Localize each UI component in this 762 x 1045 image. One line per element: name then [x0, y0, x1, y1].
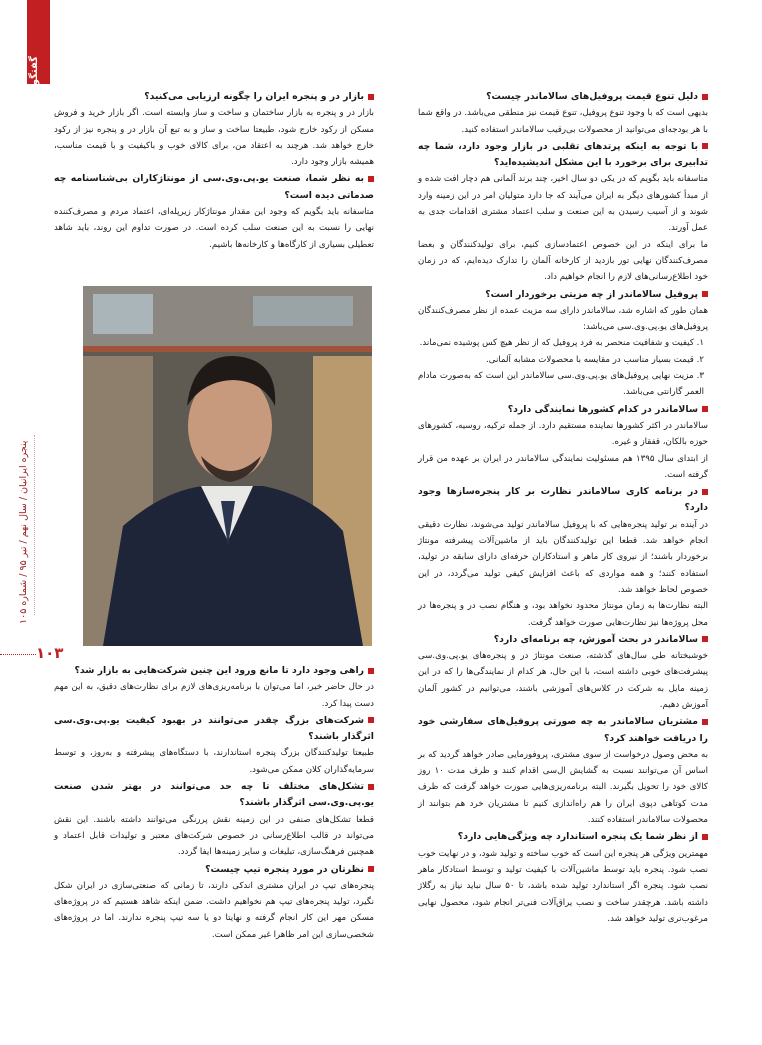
question: نظرتان در مورد پنجره تیپ چیست؟ — [54, 862, 374, 878]
question: دلیل تنوع قیمت پروفیل‌های سالاماندر چیست؟ — [418, 89, 708, 105]
question: تشکل‌های مختلف تا چه حد می‌توانند در بهتر شدن صنعت یو.پی.وی.سی اثرگذار باشند؟ — [54, 779, 374, 812]
answer-paragraph: ما برای اینکه در این خصوص اعتمادسازی کنیم، برای تولیدکنندگان و بعضا مصرف‌کنندگان نهایی تور بازدید از کارخانه آلمان را تدارک دیده‌ایم، که در زمان خود اطلاع‌رسانی‌های لازم را انجام خواهیم داد. — [418, 239, 708, 283]
answer-paragraph: متاسفانه باید بگویم که در یکی دو سال اخیر، چند برند آلمانی هم دچار افت شده و از مبدأ کشورهای دیگر به ایران می‌آیند که جا دارد متولیان امر در این زمینه وارد شوند و از آسیب رسیدن به این صنعت و سلب اعتماد مشتری اقدامات جدی به عمل آورند. — [418, 174, 708, 234]
question: در برنامه کاری سالاماندر نظارت بر کار پنجره‌سازها وجود دارد؟ — [418, 484, 708, 517]
section-tab — [27, 0, 50, 84]
question: پروفیل سالاماندر از چه مزیتی برخوردار است؟ — [418, 287, 708, 303]
question: بازار در و پنجره ایران را چگونه ارزیابی می‌کنید؟ — [54, 89, 374, 105]
issue-banner: پنجره ایرانیان / سال نهم / تیر ۹۵ / شماره ۱۰۵ — [18, 440, 29, 624]
left-column-top — [54, 88, 374, 253]
answer-paragraph: همان طور که اشاره شد، سالاماندر دارای سه مزیت عمده از نظر مصرف‌کنندگان پروفیل‌های یو.پی.وی.سی می‌باشد: — [418, 305, 708, 333]
list-item: ۳. مزیت نهایی پروفیل‌های یو.پی.وی.سی سالاماندر این است که به‌صورت مادام العمر گارانتی می‌باشد. — [418, 371, 704, 398]
answer-paragraph: مهمترین ویژگی هر پنجره این است که خوب ساخته و تولید شود، و در نهایت خوب نصب شود. پنجره باید توسط ماشین‌آلات با کیفیت تولید و توسط استادکار ماهر نصب شود. پنجره اگر استاندارد تولید شده باشد، تا ۵۰ سال نباید نیاز به رگلاژ داشته باشد. هرچقدر ساخت و نصب یراق‌آلات فنی‌تر انجام شود، محصول نهایی مرغوب‌تری تولید خواهد شد. — [418, 848, 709, 924]
answer-paragraph: سالاماندر در اکثر کشورها نماینده مستقیم دارد. از جمله ترکیه، روسیه، کشورهای حوزه بالکان، قفقاز و غیره. — [418, 420, 708, 448]
answer-paragraph: بدیهی است که با وجود تنوع پروفیل، تنوع قیمت نیز منطقی می‌باشد. در واقع شما با هر بودجه‌ای می‌توانید از محصولات بی‌رقیب سالاماندر استفاده کنید. — [418, 108, 708, 135]
question: شرکت‌های بزرگ چقدر می‌توانند در بهبود کیفیت یو.پی.وی.سی اثرگذار باشند؟ — [54, 713, 374, 746]
page-number: ۱۰۳ — [36, 644, 64, 662]
section-tab-label: گفتگو — [29, 56, 40, 86]
answer-paragraph: به محض وصول درخواست از سوی مشتری، پروفورمایی صادر خواهد گردید که بر اساس آن می‌توانند نسبت به گشایش ال‌سی اقدام کنند و ظرف مدت ۱۰ روز کالای خود را تحویل بگیرند. البته برنامه‌ریزی‌هایی صورت خواهد گرفت که ظرف مدت کوتاهی دپوی ایران را هم راه‌اندازی کنیم تا مشتریان خرد هم بتوانند از محصولات سالاماندر استفاده کنند. — [418, 749, 708, 826]
left-column-bottom — [54, 662, 374, 943]
question: از نظر شما یک پنجره استاندارد چه ویژگی‌هایی دارد؟ — [418, 829, 708, 845]
side-divider — [34, 435, 35, 615]
answer-paragraph: متاسفانه باید بگویم که وجود این مقدار مونتاژکار زیرپله‌ای، اعتماد مردم و مصرف‌کننده نهایی را نسبت به این صنعت سلب کرده است. در صورت تداوم این روند، باید شاهد تعطیلی بسیاری از کارگاه‌ها و کارخانه‌ها باشیم. — [54, 207, 374, 250]
answer-paragraph: در حال حاضر خیر، اما می‌توان با برنامه‌ریزی‌های لازم برای نظارت‌های دقیق، به این مهم دست پیدا کرد. — [54, 682, 374, 709]
answer-paragraph: قطعا تشکل‌های صنفی در این زمینه نقش پررنگی می‌توانند داشته باشند. این نقش می‌تواند در قالب اطلاع‌رسانی در خصوص شرکت‌های معتبر و تولیدات قابل اعتماد و همچنین فرهنگ‌سازی، تبلیغات و سایر زمینه‌ها ایفا گردد. — [54, 814, 374, 858]
answer-paragraph: در آینده بر تولید پنجره‌هایی که با پروفیل سالاماندر تولید می‌شوند، نظارت دقیقی انجام خواهد شد. قطعا این تولیدکنندگان باید از ماشین‌آلات پیشرفته مونتاژ برخوردار باشند؛ از نیروی کار ماهر و استادکاران حرفه‌ای دارای سابقه در تولید، استفاده کنند؛ و همه مواردی که باعث افزایش کیفی تولید می‌گردد، در این خصوص لحاظ خواهد شد. — [418, 519, 708, 595]
question: راهی وجود دارد تا مانع ورود این چنین شرکت‌هایی به بازار شد؟ — [54, 663, 374, 679]
list-item: ۲. قیمت بسیار مناسب در مقایسه با محصولات مشابه آلمانی. — [486, 354, 704, 365]
right-column — [418, 88, 708, 927]
question: سالاماندر در بحث آموزش، چه برنامه‌ای دارد؟ — [418, 632, 708, 648]
page-number-rule — [0, 654, 36, 655]
question: به نظر شما، صنعت یو.پی.وی.سی از مونتاژکاران بی‌شناسنامه چه صدماتی دیده است؟ — [54, 171, 374, 204]
answer-paragraph: طبیعتا تولیدکنندگان بزرگ پنجره استاندارند، با دستگاه‌های پیشرفته و به‌روز، و توسط سرمایه‌گذاران کلان ممکن می‌شود. — [54, 748, 374, 775]
answer-paragraph: از ابتدای سال ۱۳۹۵ هم مسئولیت نمایندگی سالاماندر در ایران بر عهده من قرار گرفته است. — [418, 453, 708, 480]
portrait-photo — [83, 286, 372, 646]
question: سالاماندر در کدام کشورها نمایندگی دارد؟ — [418, 402, 708, 418]
answer-paragraph: پنجره‌های تیپ در ایران مشتری اندکی دارند، تا زمانی که صنعتی‌سازی در ایران شکل نگیرد، تولید پنجره‌های تیپ هم نخواهیم داشت. ضمن اینکه شاهد هستیم که در پروژه‌های مسکن مهر این کار انجام گرفته و نهایتا دو یا سه تیپ پنجره ندارند. اما در پروژه‌های شخصی‌سازی این امر ظاهرا غیر ممکن است. — [54, 880, 374, 940]
list-item: ۱. کیفیت و شفافیت منحصر به فرد پروفیل که از نظر هیچ کس پوشیده نمی‌ماند. — [419, 338, 704, 349]
answer-paragraph: البته نظارت‌ها به زمان مونتاژ محدود نخواهد بود، و هنگام نصب در و پنجره‌ها در محل پروژه‌ها نیز نظارت‌هایی صورت خواهد گرفت. — [418, 601, 708, 628]
question: با توجه به اینکه پرتدهای تقلبی در بازار وجود دارد، شما چه تدابیری برای برخورد با این مشکل اندیشیده‌اید؟ — [418, 139, 708, 172]
answer-paragraph: خوشبختانه طی سال‌های گذشته، صنعت مونتاژ در و پنجره‌های یو.پی.وی.سی پیشرفت‌های خوبی داشته است، با این حال، هر کدام از نمایندگی‌ها را که در این زمینه مایل به شرکت در کلاس‌های آموزشی باشند، می‌توانیم در کشور آلمان آموزش دهیم. — [418, 651, 708, 710]
question: مشتریان سالاماندر به چه صورتی پروفیل‌های سفارشی خود را دریافت خواهند کرد؟ — [418, 714, 708, 747]
answer-paragraph: بازار در و پنجره به بازار ساختمان و ساخت و ساز وابسته است. اگر بازار خرید و فروش مسکن از رکود خارج شود، طبیعتا ساخت و ساز و به تبع آن بازار در و پنجره نیز از رکود خارج خواهد شد. هرچند به اعتقاد من، برای کالای خوب و باکیفیت و با قیمت مناسب، همیشه بازار وجود دارد. — [54, 108, 374, 168]
